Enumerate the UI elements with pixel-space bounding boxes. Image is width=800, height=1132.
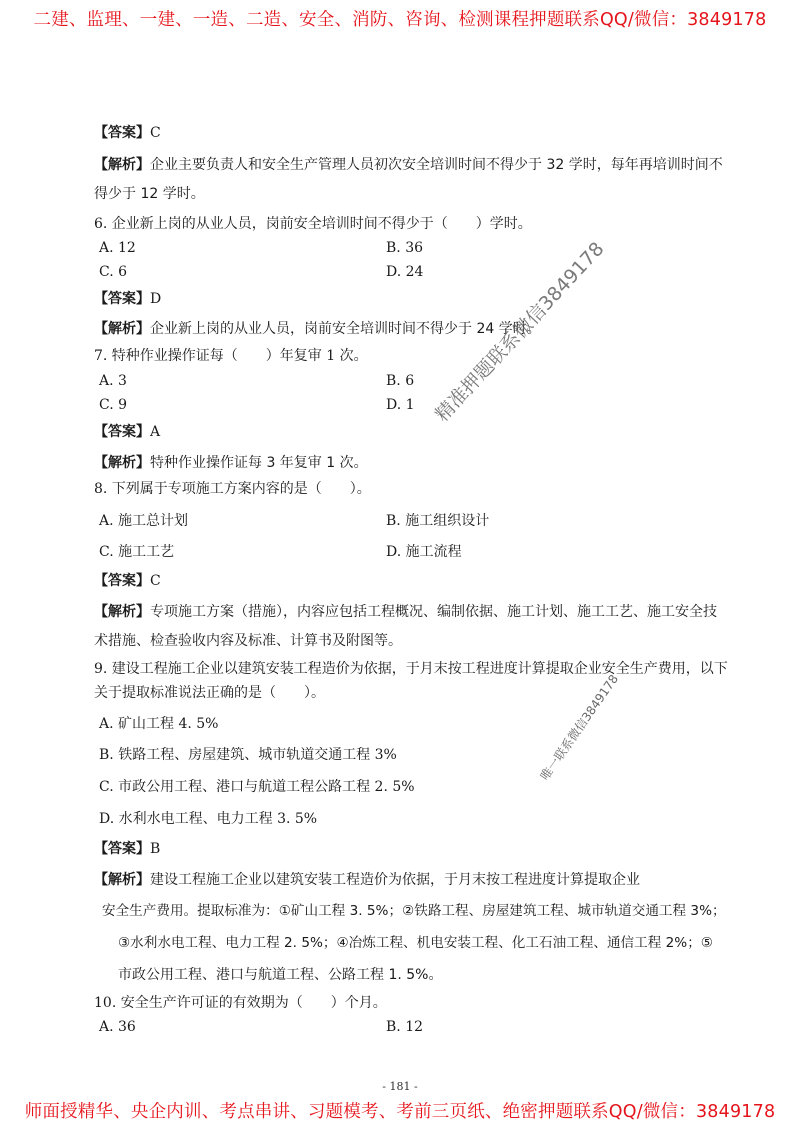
answer-line-q9 bbox=[94, 840, 160, 858]
answer-line-q6 bbox=[94, 290, 161, 308]
answer-line-q8 bbox=[94, 572, 161, 590]
analysis-text: 企业新上岗的从业人员，岗前安全培训时间不得少于 24 学时。 bbox=[150, 321, 541, 337]
analysis-line-q6 bbox=[94, 320, 541, 338]
option-c: C. 施工工艺 bbox=[99, 544, 175, 560]
option-b: B. 施工组织设计 bbox=[386, 513, 490, 529]
answer-label: 【答案】 bbox=[94, 841, 150, 857]
question-8: 8. 下列属于专项施工方案内容的是（ ）。 bbox=[94, 481, 371, 497]
answer-label: 【答案】 bbox=[94, 291, 150, 307]
analysis-text-cont: ③水利水电工程、电力工程 2. 5%；④冶炼工程、机电安装工程、化工石油工程、通信工程 2%；⑤ bbox=[118, 935, 713, 951]
analysis-text-cont: 安全生产费用。提取标准为：①矿山工程 3. 5%；②铁路工程、房屋建筑工程、城市轨道交通工程 3%； bbox=[102, 903, 726, 919]
question-9-cont: 关于提取标准说法正确的是（ ）。 bbox=[94, 685, 325, 701]
analysis-text: 建设工程施工企业以建筑安装工程造价为依据，于月末按工程进度计算提取企业 bbox=[150, 872, 640, 888]
analysis-line-q7 bbox=[94, 454, 368, 472]
question-6: 6. 企业新上岗的从业人员，岗前安全培训时间不得少于（ ）学时。 bbox=[94, 216, 532, 232]
option-a: A. 施工总计划 bbox=[99, 513, 189, 529]
answer-line-q7 bbox=[94, 423, 160, 441]
question-9: 9. 建设工程施工企业以建筑安装工程造价为依据，于月末按工程进度计算提取企业安全生产费用，以下 bbox=[94, 661, 728, 677]
answer-label: 【答案】 bbox=[94, 125, 150, 141]
option-d: D. 24 bbox=[386, 264, 424, 280]
page-number: - 181 - bbox=[382, 1080, 418, 1093]
watermark: 精准押题联系微信3849178 bbox=[431, 237, 609, 427]
banner-top: 二建、监理、一建、一造、二造、安全、消防、咨询、检测课程押题联系QQ/微信：3849178 bbox=[33, 10, 767, 30]
answer-value: C bbox=[150, 125, 161, 141]
analysis-text: 企业主要负责人和安全生产管理人员初次安全培训时间不得少于 32 学时，每年再培训时间不 bbox=[150, 157, 723, 173]
option-b: B. 6 bbox=[386, 373, 415, 389]
answer-value: A bbox=[150, 424, 161, 440]
option-b: B. 12 bbox=[386, 1019, 424, 1035]
analysis-line-q9 bbox=[94, 871, 640, 889]
option-d: D. 施工流程 bbox=[386, 544, 462, 560]
option-a: A. 矿山工程 4. 5% bbox=[99, 716, 219, 732]
option-c: C. 6 bbox=[99, 264, 128, 280]
analysis-line-q8 bbox=[94, 603, 717, 621]
option-b: B. 铁路工程、房屋建筑、城市轨道交通工程 3% bbox=[99, 747, 397, 763]
analysis-text-cont: 术措施、检查验收内容及标准、计算书及附图等。 bbox=[94, 633, 402, 649]
analysis-label: 【解析】 bbox=[94, 872, 150, 888]
analysis-label: 【解析】 bbox=[94, 157, 150, 173]
analysis-label: 【解析】 bbox=[94, 455, 150, 471]
answer-label: 【答案】 bbox=[94, 424, 150, 440]
answer-value: C bbox=[150, 573, 161, 589]
analysis-text: 特种作业操作证每 3 年复审 1 次。 bbox=[150, 455, 368, 471]
analysis-line-q5 bbox=[94, 156, 723, 174]
question-10: 10. 安全生产许可证的有效期为（ ）个月。 bbox=[94, 995, 387, 1011]
watermark: 唯一联系微信3849178 bbox=[537, 672, 622, 783]
answer-line-q5 bbox=[94, 124, 161, 142]
analysis-label: 【解析】 bbox=[94, 321, 150, 337]
answer-label: 【答案】 bbox=[94, 573, 150, 589]
analysis-label: 【解析】 bbox=[94, 604, 150, 620]
option-a: A. 36 bbox=[99, 1019, 136, 1035]
analysis-text-cont: 得少于 12 学时。 bbox=[94, 186, 205, 202]
option-c: C. 9 bbox=[99, 397, 128, 413]
analysis-text-cont: 市政公用工程、港口与航道工程、公路工程 1. 5%。 bbox=[118, 967, 443, 983]
option-d: D. 水利水电工程、电力工程 3. 5% bbox=[99, 811, 318, 827]
answer-value: D bbox=[150, 291, 162, 307]
option-a: A. 12 bbox=[99, 240, 136, 256]
analysis-text: 专项施工方案（措施），内容应包括工程概况、编制依据、施工计划、施工工艺、施工安全技 bbox=[150, 604, 717, 620]
option-a: A. 3 bbox=[99, 373, 127, 389]
option-b: B. 36 bbox=[386, 240, 424, 256]
option-c: C. 市政公用工程、港口与航道工程公路工程 2. 5% bbox=[99, 779, 415, 795]
answer-value: B bbox=[150, 841, 161, 857]
banner-bottom: 师面授精华、央企内训、考点串讲、习题模考、考前三页纸、绝密押题联系QQ/微信：3849178 bbox=[24, 1102, 776, 1122]
option-d: D. 1 bbox=[386, 397, 415, 413]
question-7: 7. 特种作业操作证每（ ）年复审 1 次。 bbox=[94, 348, 368, 364]
